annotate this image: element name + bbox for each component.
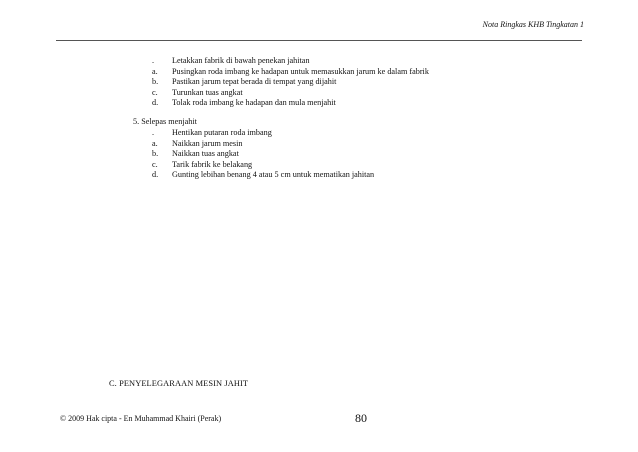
step-5-heading: 5. Selepas menjahit [133, 117, 197, 126]
list-item-text: Tarik fabrik ke belakang [172, 159, 253, 169]
list-marker: d. [152, 170, 159, 180]
list-marker: . [152, 56, 155, 65]
list-item-text: Letakkan fabrik di bawah penekan jahitan [172, 56, 310, 65]
list-marker: a. [152, 66, 158, 76]
list-item-text: Pastikan jarum tepat berada di tempat yang dijahit [172, 77, 337, 87]
section-c-heading: C. PENYELEGARAAN MESIN JAHIT [109, 379, 249, 388]
list-marker: c. [152, 159, 158, 169]
header-divider [56, 40, 582, 41]
list-item-text: Pusingkan roda imbang ke hadapan untuk memasukkan jarum ke dalam fabrik [172, 66, 429, 76]
list-item-text: Gunting lebihan benang 4 atau 5 cm untuk mematikan jahitan [172, 170, 375, 180]
list-marker: . [152, 128, 155, 137]
list-marker: b. [152, 77, 159, 87]
footer-copyright: © 2009 Hak cipta - En Muhammad Khairi (Perak) [60, 414, 222, 423]
page-number: 80 [355, 411, 367, 425]
list-item-text: Turunkan tuas angkat [172, 87, 243, 97]
list-marker: a. [152, 138, 158, 148]
list-item-text: Naikkan jarum mesin [172, 138, 243, 148]
list-item-text: Naikkan tuas angkat [172, 149, 239, 159]
list-marker: d. [152, 98, 159, 108]
list-marker: c. [152, 87, 158, 97]
header-title: Nota Ringkas KHB Tingkatan 1 [482, 20, 584, 29]
list-item-text: Hentikan putaran roda imbang [172, 128, 272, 137]
list-marker: b. [152, 149, 159, 159]
list-item-text: Tolak roda imbang ke hadapan dan mula menjahit [172, 98, 336, 108]
